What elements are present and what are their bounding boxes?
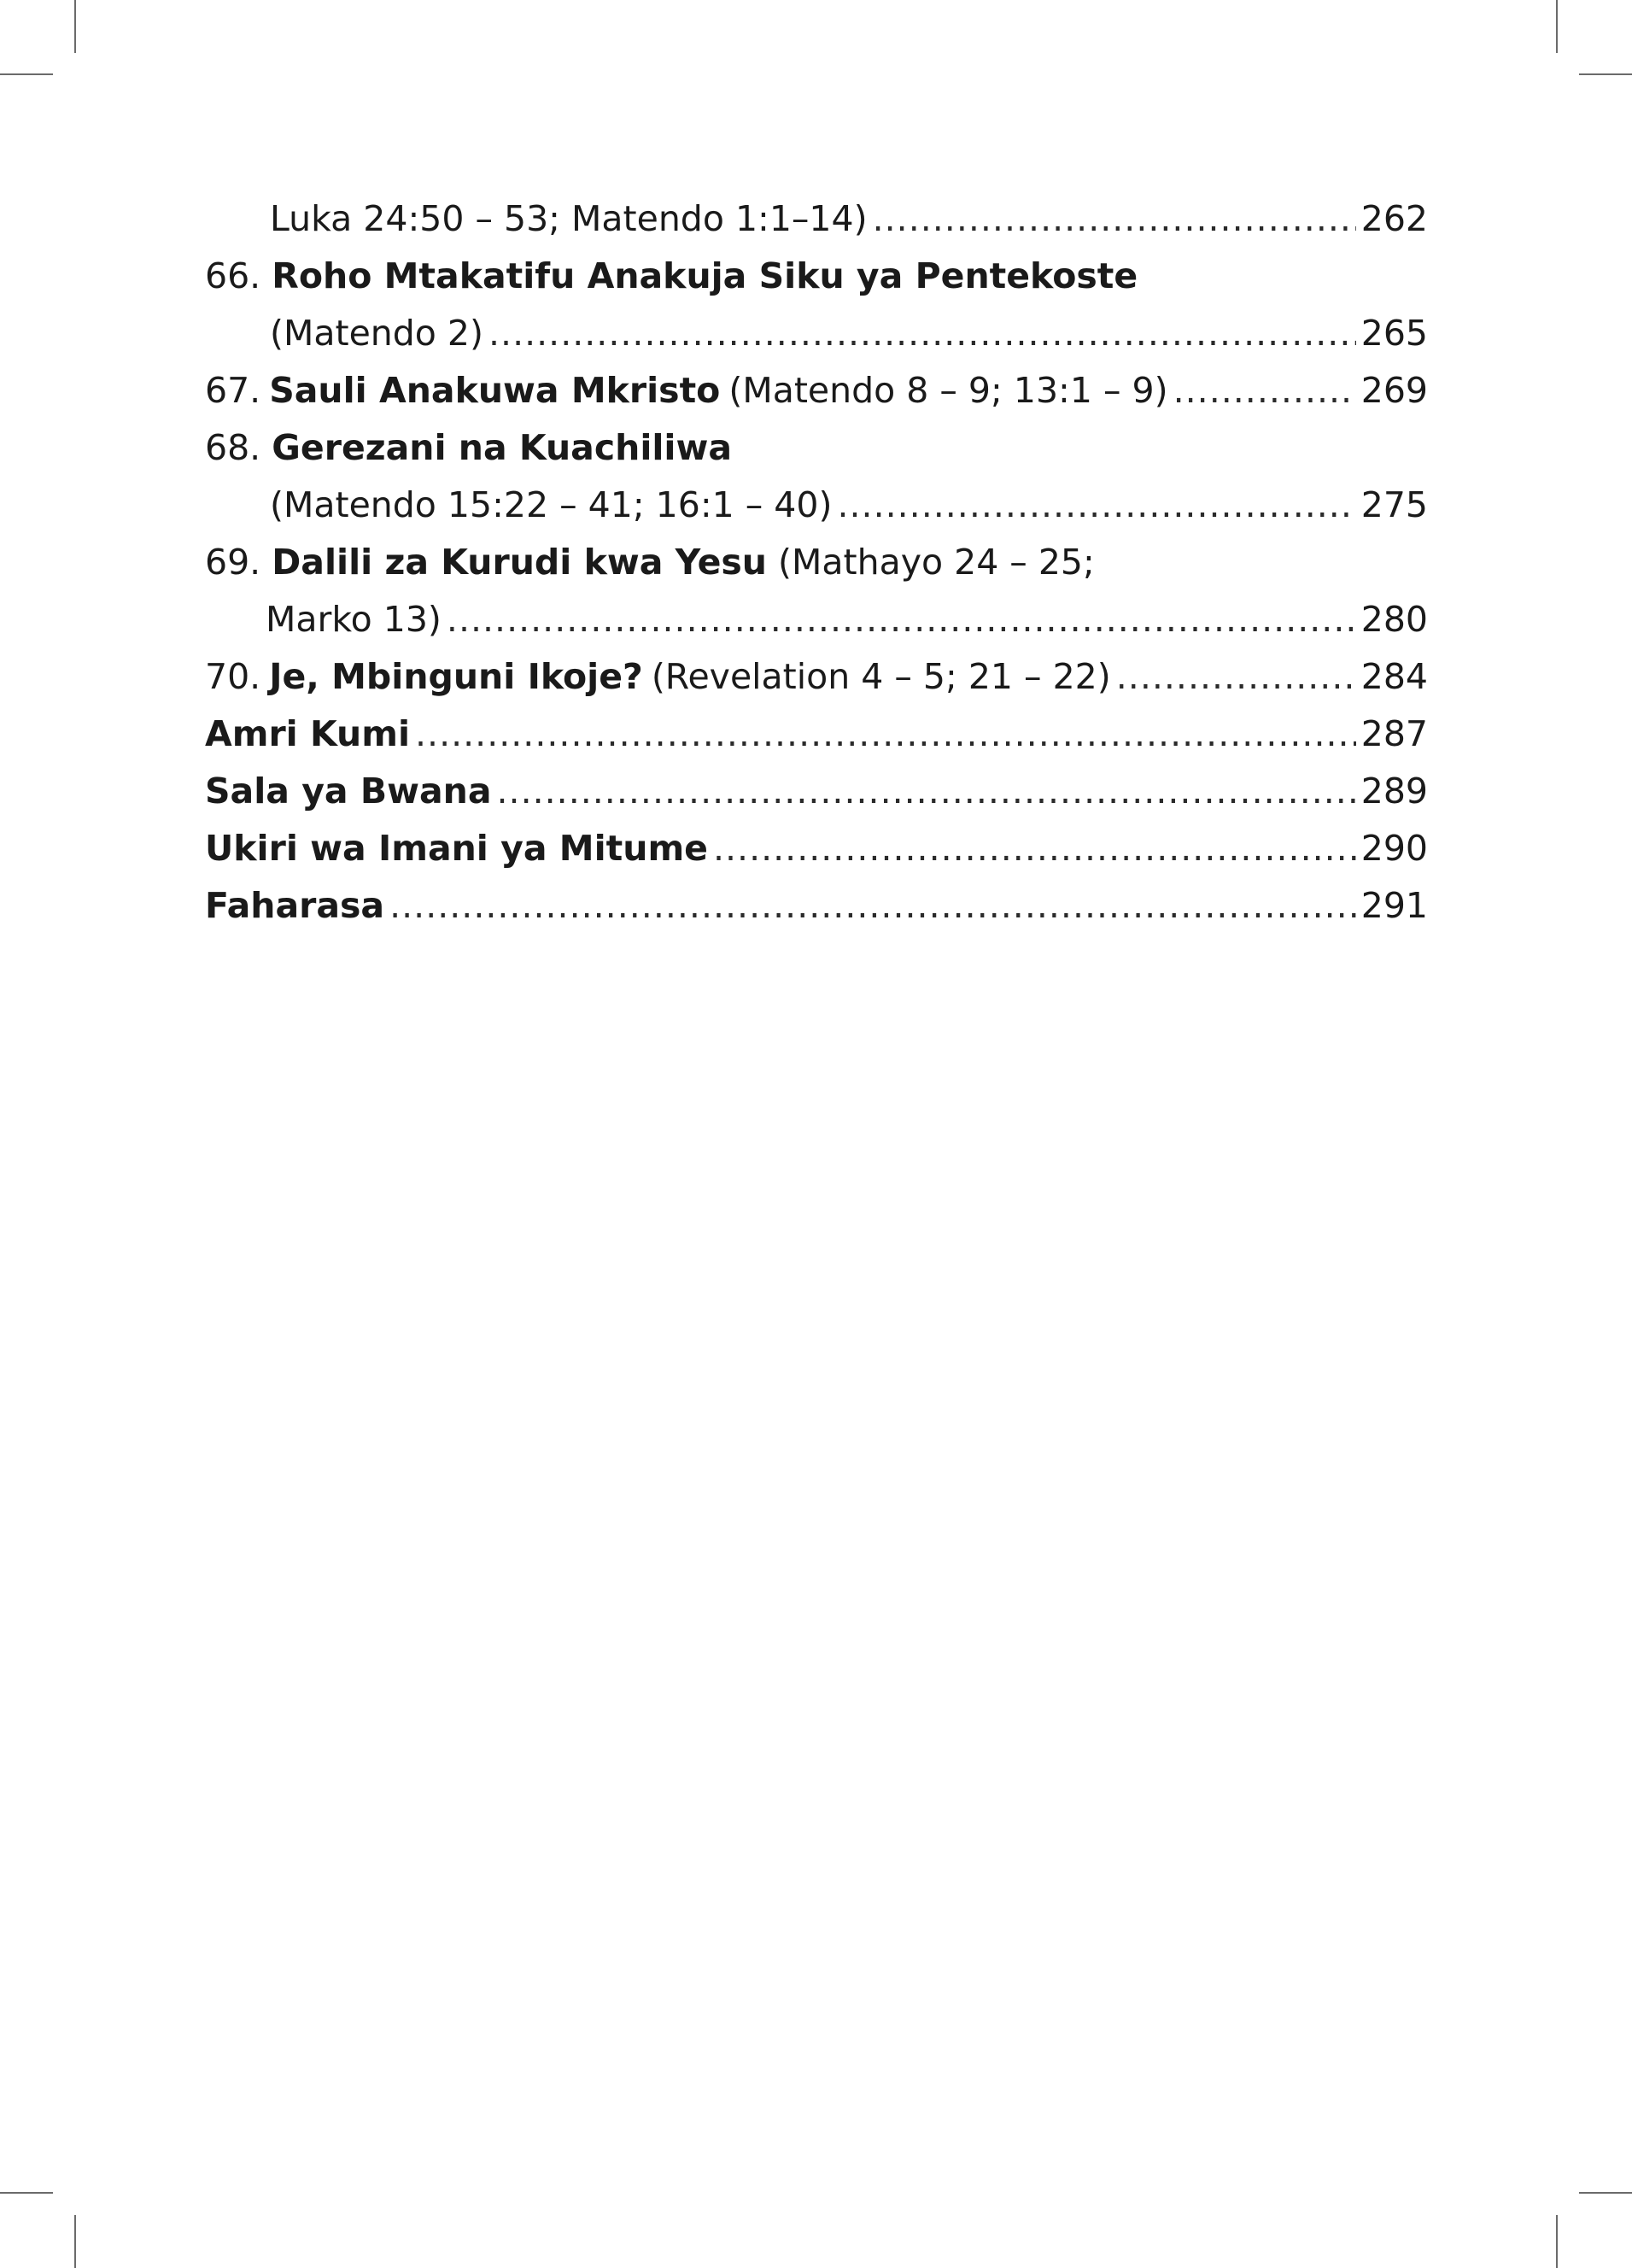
toc-row[interactable] <box>205 763 1428 820</box>
toc-reference: Luka 24:50 – 53; Matendo 1:1–14) <box>270 198 868 239</box>
toc-reference: Marko 13) <box>266 599 442 640</box>
crop-mark-bottom-left-horizontal <box>0 2192 53 2194</box>
toc-page-number: 284 <box>1360 656 1428 697</box>
crop-mark-top-right-vertical <box>1556 0 1558 53</box>
toc-page-number: 291 <box>1360 885 1428 926</box>
crop-mark-bottom-right-vertical <box>1556 2215 1558 2268</box>
toc-row[interactable] <box>205 820 1428 877</box>
toc-row[interactable] <box>205 419 1428 477</box>
toc-reference: (Matendo 2) <box>270 313 484 354</box>
toc-title: Gerezani na Kuachiliwa <box>272 427 733 468</box>
dot-leader <box>497 763 1356 820</box>
toc-page-number: 287 <box>1360 713 1428 754</box>
toc-page-number: 290 <box>1360 828 1428 869</box>
table-of-contents <box>205 190 1428 935</box>
toc-number: 67. <box>205 370 261 411</box>
toc-title: Faharasa <box>205 885 385 926</box>
crop-mark-top-right-horizontal <box>1579 73 1632 75</box>
toc-row[interactable] <box>205 706 1428 763</box>
toc-row[interactable] <box>205 877 1428 935</box>
toc-page-number: 275 <box>1360 484 1428 525</box>
dot-leader <box>447 591 1356 648</box>
toc-title: Je, Mbinguni Ikoje? <box>269 656 643 697</box>
toc-row[interactable] <box>205 534 1428 591</box>
toc-title: Roho Mtakatifu Anakuja Siku ya Pentekoste <box>272 255 1138 296</box>
toc-number: 68. <box>205 427 261 468</box>
toc-number: 70. <box>205 656 261 697</box>
dot-leader <box>488 305 1356 362</box>
toc-title: Sala ya Bwana <box>205 771 492 812</box>
toc-row[interactable] <box>205 362 1428 419</box>
toc-reference: (Revelation 4 – 5; 21 – 22) <box>651 656 1111 697</box>
dot-leader <box>415 706 1356 763</box>
toc-reference: (Matendo 8 – 9; 13:1 – 9) <box>728 370 1168 411</box>
toc-page-number: 289 <box>1360 771 1428 812</box>
dot-leader <box>873 190 1356 248</box>
toc-row[interactable] <box>205 648 1428 706</box>
toc-row[interactable] <box>205 248 1428 305</box>
dot-leader <box>389 877 1356 935</box>
toc-page-number: 280 <box>1360 599 1428 640</box>
toc-row[interactable] <box>205 477 1428 534</box>
toc-title: Ukiri wa Imani ya Mitume <box>205 828 708 869</box>
toc-reference: (Mathayo 24 – 25; <box>778 542 1095 583</box>
toc-page-number: 262 <box>1360 198 1428 239</box>
dot-leader <box>1116 648 1356 706</box>
toc-row[interactable] <box>205 305 1428 362</box>
crop-mark-bottom-right-horizontal <box>1579 2192 1632 2194</box>
crop-mark-bottom-left-vertical <box>74 2215 76 2268</box>
toc-title: Dalili za Kurudi kwa Yesu <box>272 542 767 583</box>
toc-number: 66. <box>205 255 261 296</box>
toc-reference: (Matendo 15:22 – 41; 16:1 – 40) <box>270 484 833 525</box>
toc-page-number: 265 <box>1360 313 1428 354</box>
toc-row[interactable] <box>205 591 1428 648</box>
dot-leader <box>837 477 1355 534</box>
toc-page-number: 269 <box>1360 370 1428 411</box>
crop-mark-top-left-horizontal <box>0 73 53 75</box>
dot-leader <box>713 820 1356 877</box>
toc-number: 69. <box>205 542 261 583</box>
crop-mark-top-left-vertical <box>74 0 76 53</box>
toc-title: Sauli Anakuwa Mkristo <box>269 370 721 411</box>
toc-title: Amri Kumi <box>205 713 411 754</box>
dot-leader <box>1173 362 1356 419</box>
toc-row[interactable] <box>205 190 1428 248</box>
